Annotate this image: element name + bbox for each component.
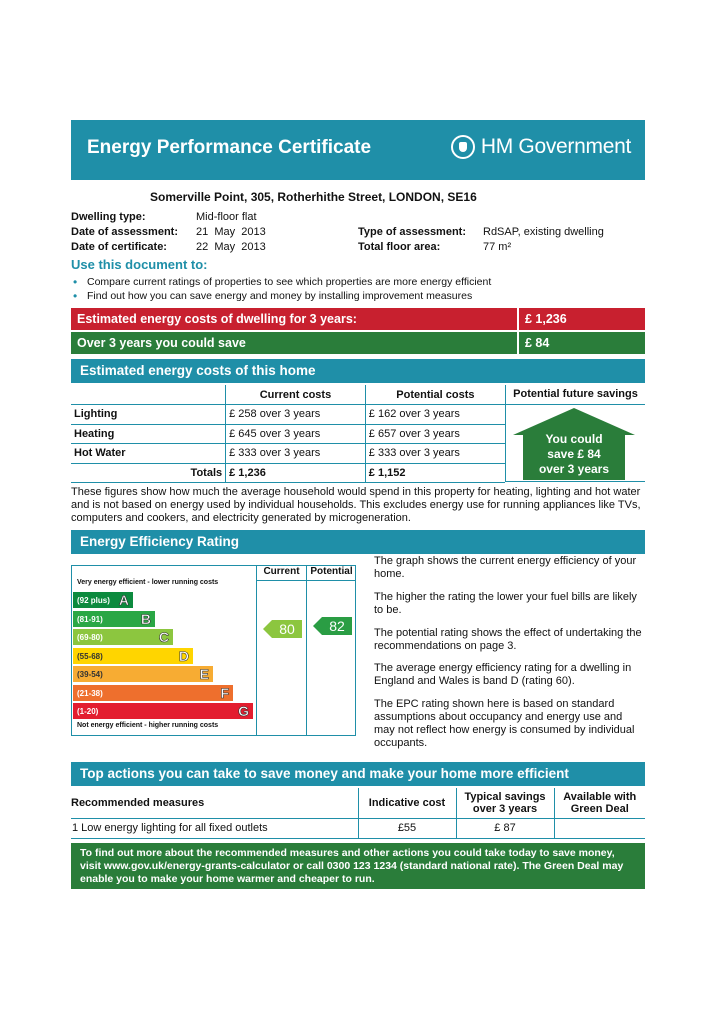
potential-cost: £ 657 over 3 years [365, 424, 505, 444]
savings-house-icon [513, 408, 635, 480]
eer-top-label: Very energy efficient - lower running costs [77, 579, 219, 586]
type-assessment-value: RdSAP, existing dwelling [483, 226, 604, 238]
totals-label: Totals [71, 463, 226, 483]
date-certificate-label: Date of certificate: [71, 241, 167, 253]
eer-bottom-label: Not energy efficient - higher running costs [77, 722, 219, 729]
date-assessment-value: 21 May 2013 [196, 226, 266, 238]
floor-area-value: 77 m² [483, 241, 512, 253]
measure-cost: £55 [358, 818, 456, 838]
estimated-cost-label: Estimated energy costs of dwelling for 3 years: [71, 308, 517, 330]
band-letter: G [238, 703, 249, 719]
measure-name: 1 Low energy lighting for all fixed outlets [71, 818, 358, 838]
rating-band-c [73, 629, 173, 645]
table-header-row [71, 385, 505, 405]
floor-area-label: Total floor area: [358, 241, 441, 253]
hm-government-logo [451, 135, 631, 159]
current-cost: £ 645 over 3 years [226, 424, 366, 444]
band-letter: E [199, 666, 209, 682]
rating-band-f [73, 685, 233, 701]
costs-section-title: Estimated energy costs of this home [71, 359, 645, 383]
savings-house-text: You could save £ 84 over 3 years [538, 432, 610, 476]
savings-value: £ 84 [519, 332, 645, 354]
current-rating-value: 80 [272, 620, 302, 638]
current-cost: £ 333 over 3 years [226, 444, 366, 464]
col-green-deal: Available with Green Deal [554, 788, 645, 818]
dwelling-type-label: Dwelling type: [71, 211, 146, 223]
savings-bar [71, 332, 645, 354]
rating-band-d [73, 648, 193, 664]
actions-table [71, 788, 645, 839]
measure-green-deal [554, 818, 645, 838]
col-indicative-cost: Indicative cost [358, 788, 456, 818]
col-typical-savings: Typical savings over 3 years [456, 788, 554, 818]
date-assessment-label: Date of assessment: [71, 226, 178, 238]
band-range: (92 plus) [77, 596, 110, 605]
potential-cost: £ 162 over 3 years [365, 405, 505, 425]
band-letter: C [158, 629, 169, 645]
eer-text-2: The higher the rating the lower your fuel bills are likely to be. [374, 591, 637, 616]
list-item: • Find out how you can save energy and money by installing improvement measures [71, 290, 491, 304]
gov-logo-text: HM Government [480, 135, 631, 158]
eer-text-4: The average energy efficiency rating for a dwelling in England and Wales is band D (rating 60). [374, 662, 632, 687]
eer-text-3: The potential rating shows the effect of undertaking the recommendations on page 3. [374, 627, 642, 652]
costs-note: These figures show how much the average household would spend in this property for heating, lighting and hot water and is not based on energy used by individual households. This excludes energy use for running appliances like TVs, computers and cookers, and electricity generated by microgeneration. [71, 486, 641, 524]
type-assessment-label: Type of assessment: [358, 226, 467, 238]
eer-text-1: The graph shows the current energy efficiency of your home. [374, 555, 637, 580]
rating-band-g [73, 703, 253, 719]
table-row [71, 424, 505, 444]
table-row [71, 444, 505, 464]
table-row [71, 405, 505, 425]
property-address: Somerville Point, 305, Rotherhithe Street, LONDON, SE16 [150, 190, 477, 204]
band-letter: D [178, 648, 189, 664]
totals-current: £ 1,236 [226, 463, 366, 483]
potential-cost: £ 333 over 3 years [365, 444, 505, 464]
royal-crest-icon [451, 135, 475, 159]
rating-band-a [73, 592, 133, 608]
band-range: (1-20) [77, 707, 99, 716]
epc-header [71, 120, 645, 180]
current-cost: £ 258 over 3 years [226, 405, 366, 425]
table-header-row [71, 788, 645, 818]
col-current-costs: Current costs [226, 385, 366, 405]
estimated-cost-bar [71, 308, 645, 330]
actions-section-title: Top actions you can take to save money and make your home more efficient [71, 762, 645, 786]
row-label: Hot Water [71, 444, 226, 464]
band-letter: B [140, 611, 151, 627]
potential-rating-value: 82 [322, 617, 352, 635]
eer-col-potential: Potential [310, 566, 353, 577]
costs-table [71, 385, 505, 483]
eer-section-title: Energy Efficiency Rating [71, 530, 645, 554]
band-letter: F [220, 685, 229, 701]
measure-savings: £ 87 [456, 818, 554, 838]
table-row [71, 818, 645, 838]
col-future-savings: Potential future savings [505, 385, 645, 405]
footer-info: To find out more about the recommended measures and other actions you could take today to save money, visit www.gov.uk/energy-grants-calculator or call 0300 123 1234 (standard national rate). The Green Deal may enable you to make your home warmer and cheaper to run. [71, 843, 645, 889]
rating-band-e [73, 666, 213, 682]
col-recommended-measures: Recommended measures [71, 788, 358, 818]
row-label: Lighting [71, 405, 226, 425]
eer-text-5: The EPC rating shown here is based on standard assumptions about occupancy and energy use and may not reflect how energy is consumed by individual occupants. [374, 698, 635, 749]
certificate-title: Energy Performance Certificate [87, 137, 372, 158]
eer-col-current: Current [263, 566, 300, 577]
band-letter: A [118, 592, 129, 608]
dwelling-type-value: Mid-floor flat [196, 211, 257, 223]
band-range: (39-54) [77, 670, 103, 679]
estimated-cost-value: £ 1,236 [519, 308, 645, 330]
use-document-title: Use this document to: [71, 257, 208, 272]
col-potential-costs: Potential costs [365, 385, 505, 405]
band-range: (21-38) [77, 689, 103, 698]
band-range: (81-91) [77, 615, 103, 624]
totals-row [71, 463, 505, 483]
date-certificate-value: 22 May 2013 [196, 241, 266, 253]
list-item: • Compare current ratings of properties to see which properties are more energy efficient [71, 276, 491, 290]
band-range: (69-80) [77, 633, 103, 642]
use-document-list [71, 276, 491, 303]
rating-band-b [73, 611, 155, 627]
band-range: (55-68) [77, 652, 103, 661]
savings-label: Over 3 years you could save [71, 332, 517, 354]
totals-potential: £ 1,152 [365, 463, 505, 483]
row-label: Heating [71, 424, 226, 444]
